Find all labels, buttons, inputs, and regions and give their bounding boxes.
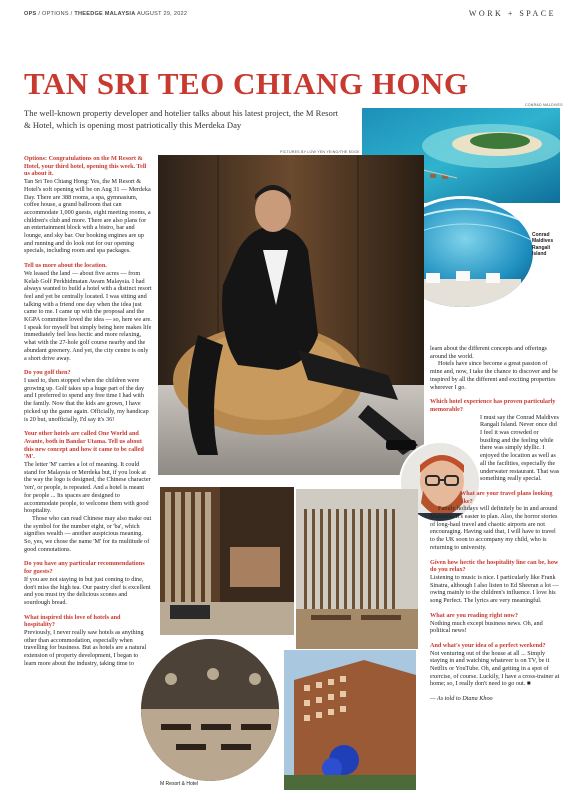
- answer-1: Tan Sri Teo Chiang Hong: Yes, the M Resort & Hotel's soft opening will be on Aug 31 — Merdeka Day. There are 388 rooms, a spa, gymnasium, coffee house, a grand ballroom that can accommodate 1,000 guests, eight meeting rooms, a children's club and more. There are also plans for an entertainment block with a bistro, bar and lounge, and sky bar. Our booking engines are up and running and do look out for our opening specials, including room and spa packages.: [24, 178, 151, 255]
- answer-8: Family holidays will definitely be in and around Malaysia. It's easier to plan. Also, the horror stories of long-haul travel and chaotic airports are not encouraging. Having said that, I will have to travel to the UK soon to accompany my child, who is returning to university.: [430, 505, 558, 551]
- standfirst: The well-known property developer and hotelier talks about his latest project, the M Resort & Hotel, which is opening most patriotically this Merdeka Day: [24, 108, 339, 130]
- page-number: OPS: [24, 11, 37, 17]
- question-5: Do you have any particular recommendations for guests?: [24, 560, 145, 576]
- question-7: Which hotel experience has proven particularly memorable?: [430, 398, 556, 413]
- brand-logo: THEEDGE MALAYSIA: [74, 11, 136, 17]
- header-left: OPS / OPTIONS / THEEDGE MALAYSIA AUGUST 29, 2022: [24, 11, 188, 17]
- answer-6-continued-2: Hotels have since become a great passion of mine and, now, I take the chance to discover and be inspired by all the different and exciting properties wherever I go.: [430, 360, 558, 391]
- byline: — As told to Diana Khoo: [430, 695, 493, 703]
- answer-2: We leased the land — about five acres — from Kelab Golf Perkhidmatan Awam Malaysia. I had always wanted to build a hotel with a distinct resort feel and yet be centrally located. I was sitting and talking with a friend one day when the idea just came to me. I came up with the proposal and the KGPA committee loved the idea — so, here we are. I speak for myself but simply being here makes life immediately feel less hectic and more relaxing, what with the 27-hole golf course nearby and the abundant greenery. And yet, the city centre is only a short drive away.: [24, 269, 152, 362]
- section-label: OPTIONS: [42, 11, 69, 17]
- answer-5: If you are not staying in but just coming to dine, don't miss the high tea. Our pastry chef is excellent and you must try the delicious scones and sourdough bread.: [24, 575, 151, 606]
- answer-4: The letter 'M' carries a lot of meaning. It could stand for Malaysia or Merdeka but, if you look at the way the logo is designed, the Chinese character 'ren', or people, is repeated. And a hotel is meant for people ... Its spaces are designed to accommodate people, to welcome them with good hospitality.: [24, 461, 151, 515]
- question-3: Do you golf then?: [24, 369, 71, 377]
- answer-11: Not venturing out of the house at all ... Simply staying in and watching whatever is on TV, be it Netflix or YouTube. Oh, and getting in a spot of exercise, of course. Luckily, I have a cross-trainer at home; so, I really don't need to go out. ■: [430, 649, 560, 688]
- hotel-lobby-photo: [160, 487, 294, 635]
- answer-10: Nothing much except business news. Oh, and political news!: [430, 619, 543, 635]
- question-11: And what's your idea of a perfect weekend?: [430, 641, 546, 649]
- section-title: WORK + SPACE: [468, 9, 556, 18]
- question-8: What are your travel plans looking like?: [460, 489, 553, 505]
- hotel-exterior-photo: [284, 650, 416, 790]
- photo-credit-portrait: PICTURES BY LOW YEN YEING/THE EDGE: [280, 150, 360, 154]
- article-column-1: [24, 155, 152, 668]
- question-2: Tell us more about the location.: [24, 262, 107, 270]
- restaurant-photo: [138, 636, 282, 784]
- answer-9: Listening to music is nice. I particularly like Frank Sinatra, although I also listen to Ed Sheeran a lot — owing mainly to the children's influence. I love his song Perfect. The lyrics are very meaningful.: [430, 573, 559, 605]
- caption-conrad: Conrad Maldives Rangali Island: [532, 232, 554, 258]
- answer-6: Previously, I never really saw hotels as anything other than accommodation, especially when travelling for business. But as hotels are a natural extension of property development, I began to learn more about the industry, taking time to: [24, 629, 147, 667]
- question-1: Options: Congratulations on the M Resort & Hotel, your third hotel, opening this week. Tell us about it.: [24, 155, 147, 178]
- question-9: Given how hectic the hospitality line can be, how do you relax?: [430, 558, 559, 574]
- dining-room-photo: [296, 489, 418, 649]
- question-6: What inspired this love of hotels and hospitality?: [24, 613, 121, 629]
- question-4: Your other hotels are called One World and Avante, both in Bandar Utama. Tell us about this new concept and how it came to be called 'M'.: [24, 430, 144, 461]
- portrait-photo: [158, 155, 424, 475]
- page-header: [24, 8, 556, 20]
- article-column-2: [430, 345, 560, 703]
- answer-4-continued: Those who can read Chinese may also make out the symbol for the number eight, or 'ba', which signifies wealth — another auspicious meaning. So, yes, we chose the name 'M' for its multitude of good connotations.: [24, 514, 152, 553]
- issue-date: AUGUST 29, 2022: [137, 11, 188, 17]
- answer-7: I must say the Conrad Maldives Rangali Island. Never once did I feel it was crowded or bustling and the feeling while there was simply idyllic. I enjoyed the location as well as all the facilities, especially the underwater restaurant. That was something really special.: [480, 413, 560, 483]
- question-10: What are you reading right now?: [430, 611, 518, 619]
- answer-3: I used to, then stopped when the children were growing up. Golf takes up a huge part of the day and I preferred to spend any free time I had with the family. Now that the kids are grown, I have picked up the game again. Officially, my handicap is 20 but, unofficially, I'd say it's 36!: [24, 376, 149, 423]
- headline: TAN SRI TEO CHIANG HONG: [24, 66, 469, 101]
- photo-credit-conrad: CONRAD MALDIVES: [525, 103, 563, 107]
- answer-6-continued: learn about the different concepts and offerings around the world.: [430, 345, 547, 360]
- caption-resort: M Resort & Hotel: [160, 781, 199, 787]
